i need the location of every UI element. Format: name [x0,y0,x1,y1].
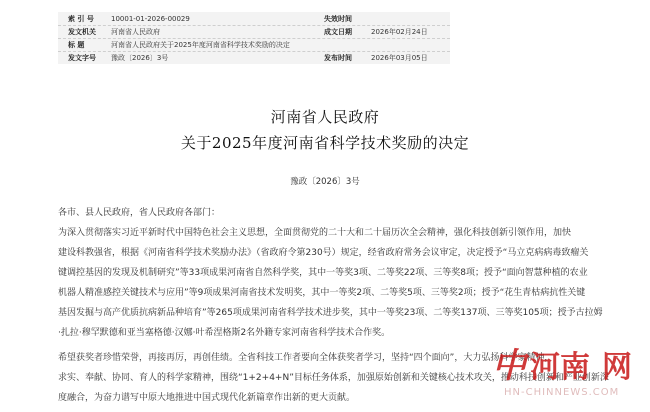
title-label: 标 题 [68,41,85,49]
published-value: 2026年03月05日 [371,54,428,62]
index-value: 10001-01-2026-00029 [111,15,190,23]
body-line: ·扎拉·穆罕默德和亚当塞格德·汉娜·叶希涅格斯2名外籍专家河南省科学技术合作奖。 [58,328,391,338]
body-line: 希望获奖者珍惜荣誉，再接再厉，再创佳绩。全省科技工作者要向全体获奖者学习，坚持“四个面向”，大力弘扬科学家精神， [58,353,554,363]
body-line: 机器人精准感控关键技术与应用”等9项成果河南省技术发明奖，其中一等奖2项、二等奖5项、三等奖2项；授予“花生青枯病抗性关键 [58,288,586,298]
published-label: 发布时间 [324,54,352,62]
watermark-domain: HN-CHINNEWS.COM [504,387,620,398]
body-line: 键调控基因的发现及机制研究”等33项成果河南省自然科学奖，其中一等奖3项、二等奖22项、三等奖8项；授予“面向智慧种植的农业 [58,268,588,278]
validity-label: 失效时间 [324,15,352,23]
docno-value: 豫政〔2026〕3号 [111,54,169,62]
title-value: 河南省人民政府关于2025年度河南省科学技术奖励的决定 [111,41,290,49]
document-metadata-table [58,12,450,64]
watermark-logo-icon [490,345,650,385]
body-line: 求实、奉献、协同、育人的科学家精神，围绕“1+2+4+N”目标任务体系，加强原始创新和关键核心技术攻关，推动科技创新和产业创新深 [58,373,609,383]
index-label: 索 引 号 [68,15,94,23]
body-line: 为深入贯彻落实习近平新时代中国特色社会主义思想，全面贯彻党的二十大和二十届历次全会精神，强化科技创新引领作用，加快 [58,228,572,238]
body-line: 建设科教强省，根据《河南省科学技术奖励办法》（省政府令第230号）规定，经省政府常务会议审定，决定授予“马立克病病毒致瘤关 [58,248,589,258]
document-title-line-1: 河南省人民政府 [270,108,380,126]
created-value: 2026年02月24日 [371,28,428,36]
salutation: 各市、县人民政府，省人民政府各部门： [58,208,221,218]
watermark-char: 网 [602,350,632,385]
docno-label: 发文字号 [68,54,96,62]
document-number: 豫政〔2026〕3号 [290,177,360,187]
document-title-line-2: 关于2025年度河南省科学技术奖励的决定 [180,134,470,152]
watermark-char: 河南 [530,350,590,385]
body-line: 度融合，为奋力谱写中原大地推进中国式现代化新篇章作出新的更大贡献。 [58,393,356,403]
org-value: 河南省人民政府 [111,28,160,36]
body-line: 基因发掘与高产优质抗病新品种培育”等265项成果河南省科学技术进步奖，其中一等奖23项、二等奖137项、三等奖105项；授予古拉姆 [58,308,603,318]
site-watermark-logo [490,345,650,405]
watermark-char: 中 [492,346,526,385]
org-label: 发文机关 [68,28,96,36]
created-label: 成文日期 [324,28,352,36]
